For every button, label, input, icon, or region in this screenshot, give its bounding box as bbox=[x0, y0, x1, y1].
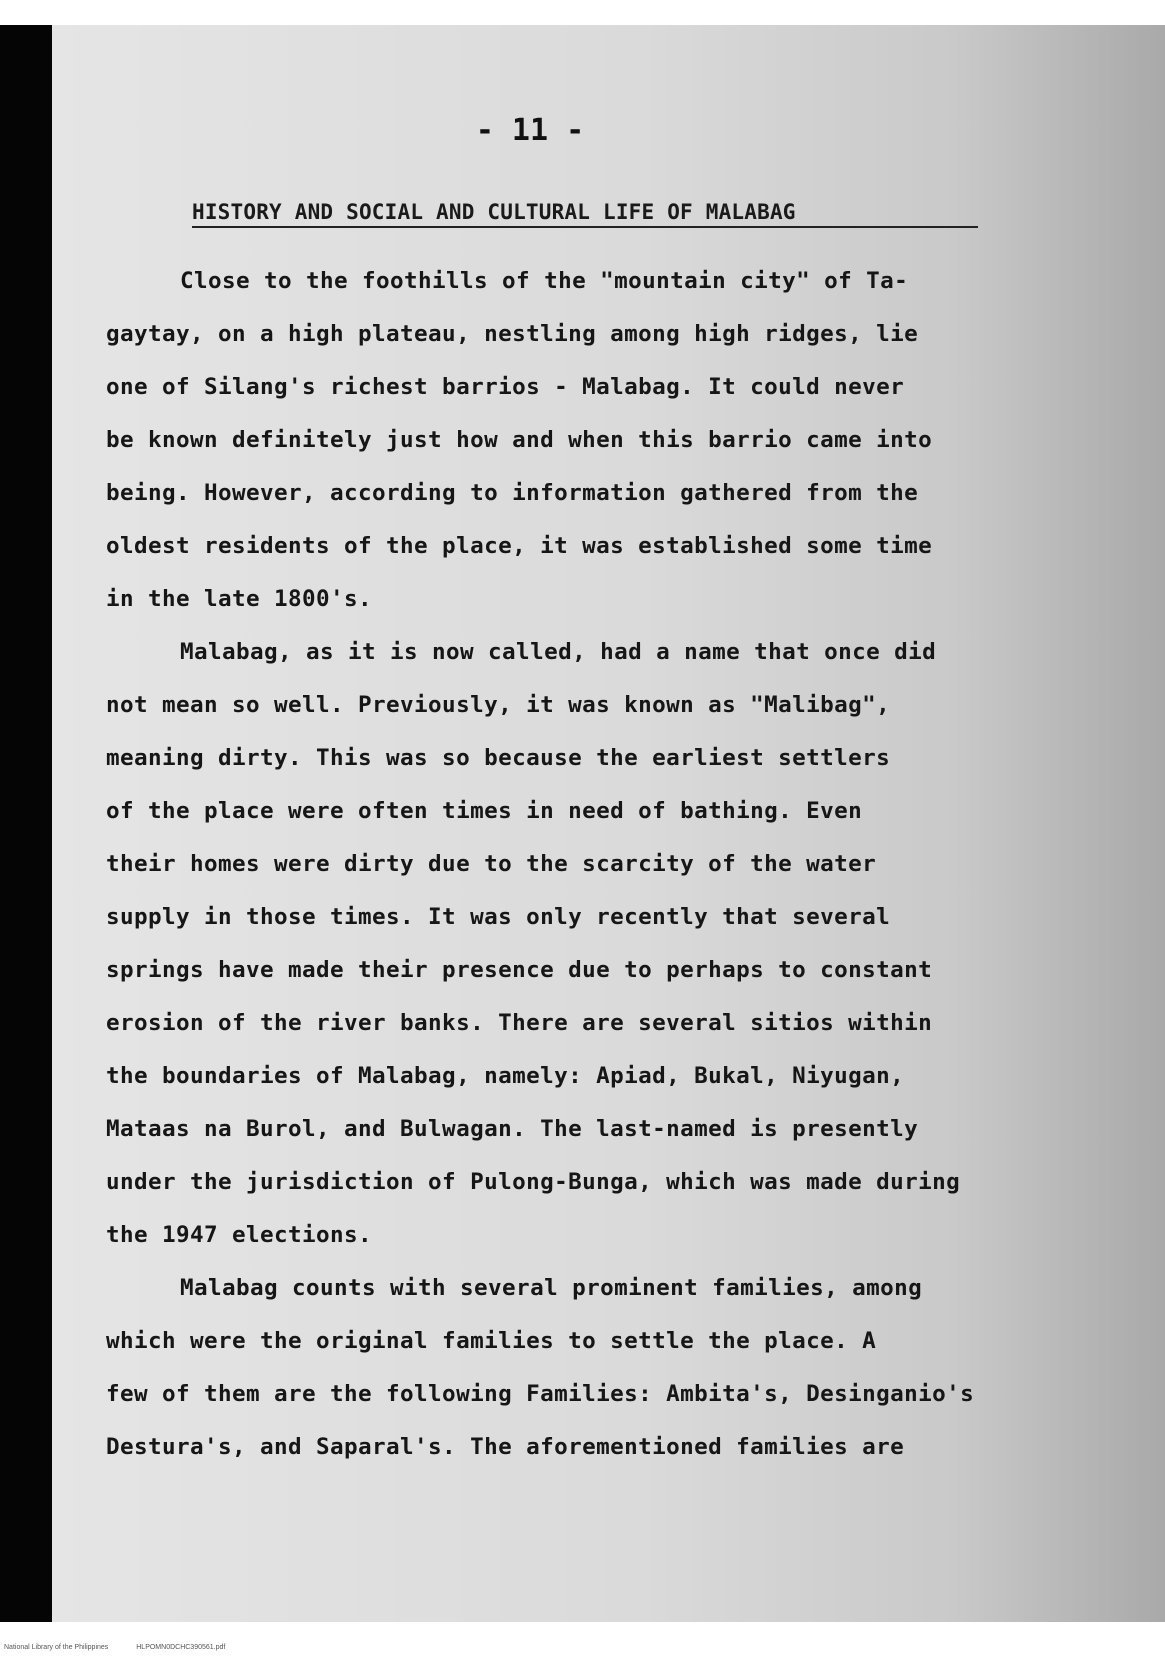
text-line: few of them are the following Families: Ambita's, Desinganio's bbox=[106, 1381, 975, 1407]
footer-filename: HLPOMN0DCHC390561.pdf bbox=[136, 1644, 226, 1651]
text-line: which were the original families to settle the place. A bbox=[106, 1328, 877, 1354]
scanned-page bbox=[0, 25, 1165, 1622]
text-line: their homes were dirty due to the scarcity of the water bbox=[106, 851, 877, 877]
text-line: under the jurisdiction of Pulong-Bunga, which was made during bbox=[106, 1169, 961, 1195]
text-line: Destura's, and Saparal's. The aforementioned families are bbox=[106, 1434, 905, 1460]
page-number: - 11 - bbox=[475, 113, 585, 148]
text-line: of the place were often times in need of bathing. Even bbox=[106, 798, 863, 824]
text-line: the 1947 elections. bbox=[106, 1222, 373, 1248]
text-line: gaytay, on a high plateau, nestling among high ridges, lie bbox=[106, 321, 919, 347]
text-line: springs have made their presence due to perhaps to constant bbox=[106, 957, 933, 983]
text-line: be known definitely just how and when this barrio came into bbox=[106, 427, 933, 453]
text-line: Close to the foothills of the "mountain city" of Ta- bbox=[180, 268, 909, 294]
footer-library: National Library of the Philippines bbox=[4, 1644, 109, 1651]
text-line: oldest residents of the place, it was established some time bbox=[106, 533, 933, 559]
scan-binding-edge bbox=[0, 25, 52, 1622]
text-line: Malabag, as it is now called, had a name that once did bbox=[180, 639, 937, 665]
document-title: HISTORY AND SOCIAL AND CULTURAL LIFE OF MALABAG bbox=[192, 200, 978, 228]
text-line: one of Silang's richest barrios - Malabag. It could never bbox=[106, 374, 905, 400]
text-line: meaning dirty. This was so because the earliest settlers bbox=[106, 745, 891, 771]
text-line: not mean so well. Previously, it was known as "Malibag", bbox=[106, 692, 891, 718]
text-line: being. However, according to information gathered from the bbox=[106, 480, 919, 506]
text-line: in the late 1800's. bbox=[106, 586, 373, 612]
text-line: Malabag counts with several prominent families, among bbox=[180, 1275, 923, 1301]
text-line: Mataas na Burol, and Bulwagan. The last-named is presently bbox=[106, 1116, 919, 1142]
text-line: the boundaries of Malabag, namely: Apiad, Bukal, Niyugan, bbox=[106, 1063, 905, 1089]
text-line: erosion of the river banks. There are several sitios within bbox=[106, 1010, 933, 1036]
scan-footer bbox=[4, 1644, 251, 1651]
text-line: supply in those times. It was only recently that several bbox=[106, 904, 891, 930]
